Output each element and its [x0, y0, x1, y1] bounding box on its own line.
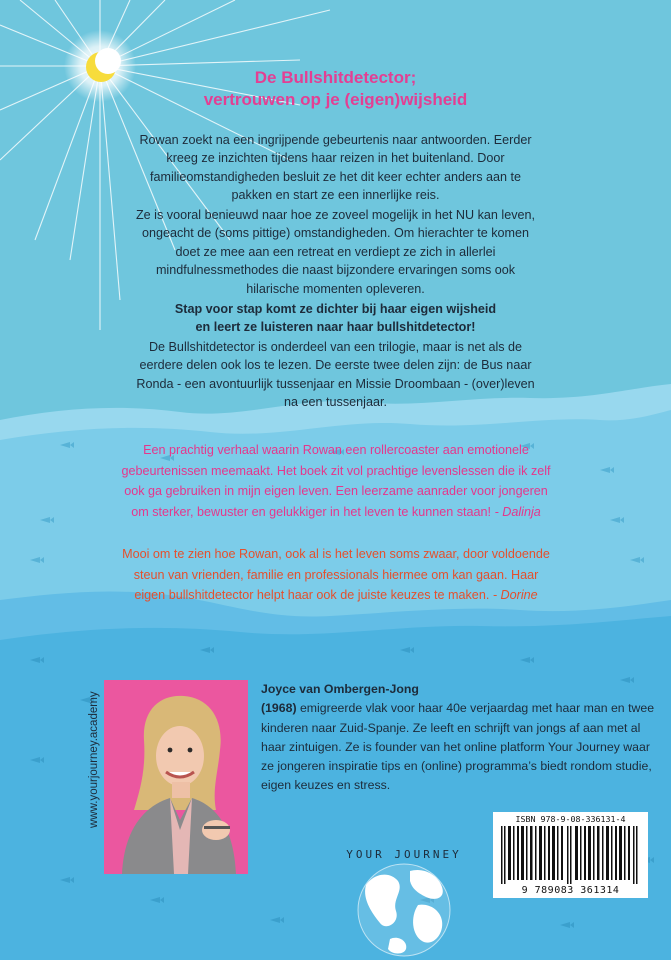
blurb-paragraph-2: Ze is vooral benieuwd naar hoe ze zoveel mogelijk in het NU kan leven, ongeacht de (soms pittige) omstandigheden. Om hierachter te komen doet ze mee aan een retreat en verdiept ze zich in allerlei mindfulnessmethodes die naast bijzondere ervaringen soms ook hilarische momenten opleveren. [135, 208, 536, 296]
blurb-paragraph-4: De Bullshitdetector is onderdeel van een trilogie, maar is net als de eerdere delen ook los te lezen. De eerste twee delen zijn: de Bus naar Ronda - een avontuurlijk tussenjaar en Missie Droombaan - (over)leven na een tussenjaar. [136, 340, 535, 410]
quote-2-text: Mooi om te zien hoe Rowan, ook al is het leven soms zwaar, door voldoende steun van vrienden, familie en professionals hiermee om kan gaan. Haar eigen bullshitdetector helpt haar ook de juiste keuzes te maken. [122, 547, 550, 602]
barcode-number: 9 789083 361314 [521, 885, 620, 896]
isbn-barcode-box [493, 812, 648, 898]
reader-quote-1 [118, 440, 554, 522]
author-name: Joyce van Ombergen-Jong [261, 682, 419, 696]
quote-1-author: - Dalinja [494, 504, 541, 519]
quote-2-author: - Dorine [492, 588, 538, 602]
author-bio-text: emigreerde vlak voor haar 40e verjaardag met haar man en twee kinderen naar Zuid-Spanje. Ze leeft en schrijft van jongs af aan met al haar zintuigen. Ze is founder van het online platform Your Journey waar ze jongeren inspiratie tips en (online) programma’s biedt rondom studie, eigen keuzes en stress. [261, 701, 655, 793]
author-birth-year: (1968) [261, 701, 297, 716]
your-journey-logo-text: YOUR JOURNEY [346, 848, 462, 861]
author-bio [261, 680, 656, 796]
barcode-icon [499, 826, 642, 884]
blurb-highlight-line2: en leert ze luisteren naar haar bullshitdetector! [195, 320, 476, 334]
isbn-label: ISBN 978-9-08-336131-4 [515, 814, 626, 824]
book-title-line1: De Bullshitdetector; [254, 68, 417, 87]
blurb-highlight-line1: Stap voor stap komt ze dichter bij haar eigen wijsheid [174, 302, 497, 316]
book-title-line2: vertrouwen op je (eigen)wijsheid [203, 90, 468, 109]
quote-1-text: Een prachtig verhaal waarin Rowan een rollercoaster aan emotionele gebeurtenissen meemaakt. Het boek zit vol prachtige levenslessen die ik zelf ook ga gebruiken in mijn eigen leven. Een leerzame aanrader voor jongeren om sterker, bewuster en gelukkiger in het leven te kunnen staan! [121, 443, 551, 519]
blurb-paragraph-1: Rowan zoekt na een ingrijpende gebeurtenis naar antwoorden. Eerder kreeg ze inzichten tijdens haar reizen in het buitenland. Door familieomstandigheden besluit ze het dit keer echter anders aan te pakken en start ze een innerlijke reis. [139, 133, 532, 203]
reader-quote-2 [118, 544, 554, 606]
website-url: www.yourjourney.academy [88, 691, 100, 828]
author-photo [104, 680, 248, 874]
globe-logo-icon [358, 864, 450, 956]
